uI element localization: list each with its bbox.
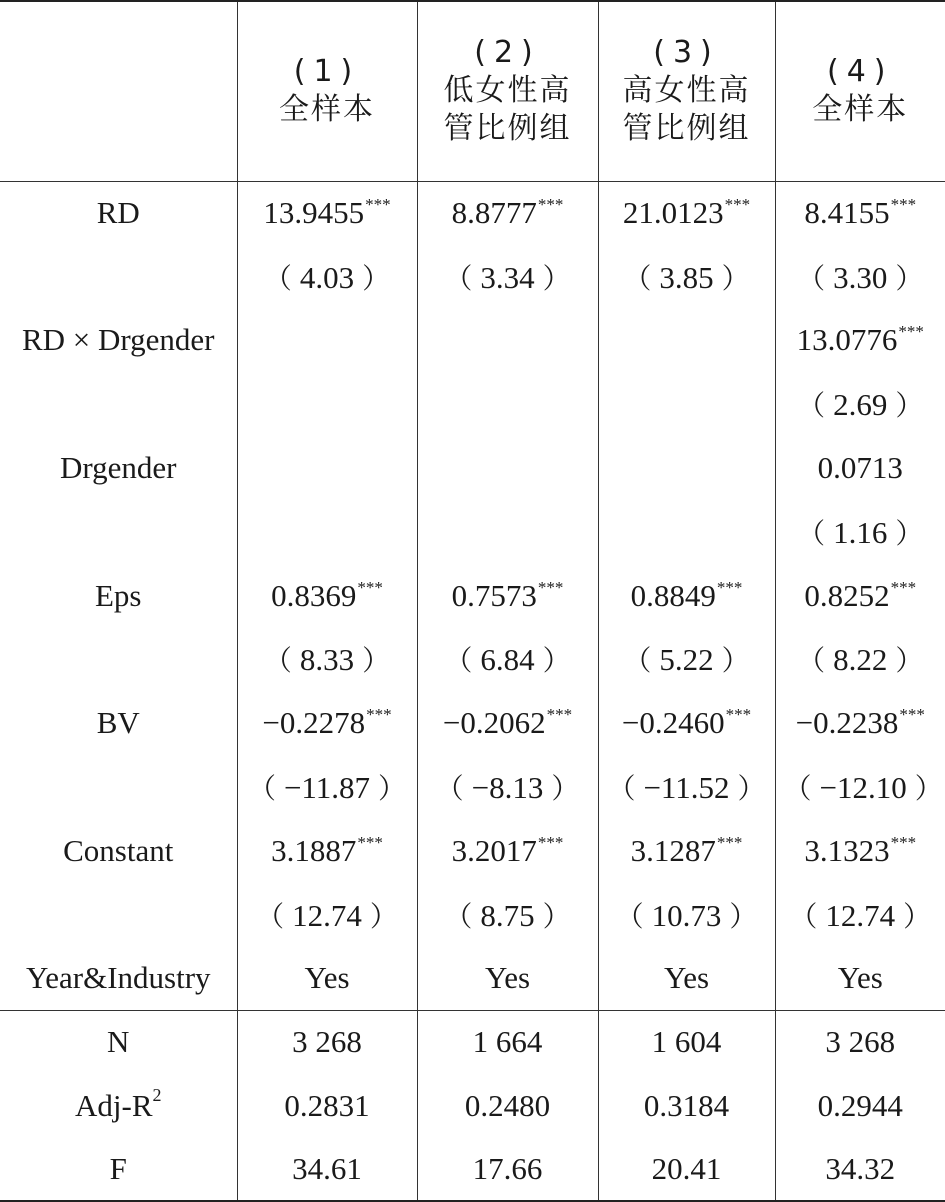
tstat-cell [775, 755, 945, 819]
coef-number: 3.2017 [452, 833, 537, 868]
row-label: Constant [0, 819, 237, 883]
tstat-value [789, 387, 931, 422]
significance-stars: *** [538, 578, 564, 597]
coef-cell [598, 819, 775, 883]
tstat-cell [237, 755, 417, 819]
close-paren: ） [354, 644, 398, 677]
open-paren: （ [436, 262, 480, 295]
significance-stars: *** [357, 833, 383, 852]
significance-stars: *** [357, 578, 383, 597]
header-col-3-number: (3) [599, 34, 775, 72]
close-paren: ） [370, 772, 414, 805]
significance-stars: *** [538, 195, 564, 214]
stat-label-text: Adj-R [75, 1088, 153, 1123]
tstat-cell [417, 500, 598, 564]
open-paren: （ [781, 900, 825, 933]
coef-row [0, 436, 945, 500]
stat-label-superscript: 2 [153, 1085, 162, 1105]
row-label: Drgender [0, 436, 237, 500]
tstat-cell [775, 628, 945, 692]
tstat-cell [237, 372, 417, 436]
stat-value: 17.66 [417, 1137, 598, 1201]
stat-value: 3 268 [237, 1010, 417, 1074]
coef-cell [417, 947, 598, 1011]
coef-number: 8.8777 [452, 195, 537, 230]
coef-cell [775, 436, 945, 500]
tstat-cell [417, 372, 598, 436]
tstat-value [240, 770, 414, 805]
header-col-3-title-line1: 高女性高 [599, 72, 775, 110]
header-stub [0, 1, 237, 181]
coef-number: 3.1887 [271, 833, 356, 868]
open-paren: （ [436, 644, 480, 677]
tstat-cell [417, 245, 598, 309]
coef-number: −0.2278 [262, 705, 365, 740]
significance-stars: *** [891, 578, 917, 597]
stat-label-text: N [107, 1024, 129, 1059]
tstat-value [248, 898, 406, 933]
close-paren: ） [362, 900, 406, 933]
coef-row [0, 691, 945, 755]
header-col-2-title-line2: 管比例组 [418, 110, 598, 148]
stat-value: 0.2831 [237, 1074, 417, 1138]
tstat-cell [237, 245, 417, 309]
open-paren: （ [256, 644, 300, 677]
close-paren: ） [730, 772, 774, 805]
significance-stars: *** [725, 195, 751, 214]
coef-cell [417, 309, 598, 373]
tstat-number: 8.75 [480, 898, 534, 933]
stat-value: 34.32 [775, 1137, 945, 1201]
stat-value: 1 604 [598, 1010, 775, 1074]
coef-cell [775, 309, 945, 373]
stat-row [0, 1010, 945, 1074]
tstat-cell [598, 883, 775, 947]
coef-number: 21.0123 [623, 195, 724, 230]
tstat-number: −12.10 [820, 770, 907, 805]
coef-cell [775, 947, 945, 1011]
tstat-number: −11.52 [643, 770, 729, 805]
coef-number: 0.8369 [271, 578, 356, 613]
coef-cell [775, 564, 945, 628]
significance-stars: *** [891, 195, 917, 214]
significance-stars: *** [366, 705, 392, 724]
coef-number: 0.7573 [452, 578, 537, 613]
tstat-cell [598, 628, 775, 692]
coef-cell [598, 691, 775, 755]
open-paren: （ [240, 772, 284, 805]
header-col-2 [417, 1, 598, 181]
coef-cell [237, 947, 417, 1011]
header-col-4-number: (4) [776, 53, 945, 91]
tstat-value [789, 642, 931, 677]
significance-stars: *** [891, 833, 917, 852]
row-label [0, 500, 237, 564]
tstat-cell [775, 500, 945, 564]
coef-cell [237, 691, 417, 755]
open-paren: （ [789, 262, 833, 295]
coef-cell [598, 564, 775, 628]
coef-number: 3.1323 [804, 833, 889, 868]
coef-number: 13.9455 [263, 195, 364, 230]
tstat-row [0, 883, 945, 947]
open-paren: （ [256, 262, 300, 295]
close-paren: ） [354, 262, 398, 295]
tstat-row [0, 500, 945, 564]
close-paren: ） [535, 644, 579, 677]
close-paren: ） [887, 389, 931, 422]
coef-cell [237, 564, 417, 628]
stat-label [0, 1074, 237, 1138]
coef-number: 0.8252 [804, 578, 889, 613]
coef-number: 8.4155 [804, 195, 889, 230]
tstat-value [436, 260, 578, 295]
close-paren: ） [721, 900, 765, 933]
close-paren: ） [887, 262, 931, 295]
open-paren: （ [776, 772, 820, 805]
row-label [0, 755, 237, 819]
coef-cell [417, 181, 598, 245]
row-label: RD × Drgender [0, 309, 237, 373]
close-paren: ） [887, 517, 931, 550]
header-col-2-number: (2) [418, 34, 598, 72]
close-paren: ） [907, 772, 945, 805]
open-paren: （ [789, 517, 833, 550]
tstat-cell [598, 500, 775, 564]
header-col-1-title: 全样本 [238, 91, 417, 129]
close-paren: ） [714, 644, 758, 677]
tstat-value [781, 898, 939, 933]
stat-value: 20.41 [598, 1137, 775, 1201]
coef-row [0, 564, 945, 628]
coef-cell [775, 181, 945, 245]
row-label: BV [0, 691, 237, 755]
tstat-value [256, 260, 398, 295]
header-col-3 [598, 1, 775, 181]
tstat-value [789, 515, 931, 550]
stat-value: 0.2944 [775, 1074, 945, 1138]
tstat-number: −8.13 [472, 770, 544, 805]
tstat-value [256, 642, 398, 677]
tstat-value [776, 770, 945, 805]
tstat-number: 8.33 [300, 642, 354, 677]
tstat-value [615, 642, 757, 677]
stat-row [0, 1074, 945, 1138]
close-paren: ） [543, 772, 587, 805]
stat-label [0, 1010, 237, 1074]
coef-number: Yes [304, 960, 349, 995]
tstat-value [608, 898, 766, 933]
open-paren: （ [615, 644, 659, 677]
tstat-value [615, 260, 757, 295]
coef-number: Yes [838, 960, 883, 995]
tstat-number: −11.87 [284, 770, 370, 805]
tstat-row [0, 755, 945, 819]
coef-cell [237, 436, 417, 500]
stat-value: 1 664 [417, 1010, 598, 1074]
header-col-1-number: (1) [238, 53, 417, 91]
significance-stars: *** [538, 833, 564, 852]
stat-label-text: F [110, 1151, 127, 1186]
open-paren: （ [599, 772, 643, 805]
tstat-cell [775, 245, 945, 309]
tstat-number: 3.85 [659, 260, 713, 295]
significance-stars: *** [365, 195, 391, 214]
tstat-number: 6.84 [480, 642, 534, 677]
tstat-cell [417, 628, 598, 692]
coef-cell [237, 309, 417, 373]
coef-number: −0.2460 [622, 705, 725, 740]
row-label: Year&Industry [0, 947, 237, 1011]
table-header-row [0, 1, 945, 181]
row-label [0, 245, 237, 309]
open-paren: （ [789, 389, 833, 422]
tstat-cell [598, 755, 775, 819]
tstat-cell [237, 883, 417, 947]
open-paren: （ [615, 262, 659, 295]
tstat-cell [237, 500, 417, 564]
tstat-number: 3.30 [833, 260, 887, 295]
coef-cell [775, 819, 945, 883]
open-paren: （ [428, 772, 472, 805]
tstat-cell [598, 245, 775, 309]
coef-number: Yes [485, 960, 530, 995]
tstat-number: 12.74 [825, 898, 895, 933]
coef-number: Yes [664, 960, 709, 995]
tstat-value [436, 898, 578, 933]
coef-row [0, 947, 945, 1011]
close-paren: ） [895, 900, 939, 933]
tstat-number: 10.73 [652, 898, 722, 933]
header-col-4-title: 全样本 [776, 91, 945, 129]
tstat-cell [775, 883, 945, 947]
coef-cell [598, 436, 775, 500]
header-col-4 [775, 1, 945, 181]
coef-cell [775, 691, 945, 755]
tstat-number: 4.03 [300, 260, 354, 295]
tstat-cell [598, 372, 775, 436]
tstat-number: 3.34 [480, 260, 534, 295]
open-paren: （ [248, 900, 292, 933]
significance-stars: *** [898, 322, 924, 341]
row-label: Eps [0, 564, 237, 628]
tstat-number: 5.22 [659, 642, 713, 677]
tstat-number: 2.69 [833, 387, 887, 422]
significance-stars: *** [726, 705, 752, 724]
tstat-number: 1.16 [833, 515, 887, 550]
significance-stars: *** [717, 578, 743, 597]
close-paren: ） [535, 900, 579, 933]
coef-cell [417, 436, 598, 500]
tstat-value [436, 642, 578, 677]
row-label: RD [0, 181, 237, 245]
coef-row [0, 819, 945, 883]
significance-stars: *** [547, 705, 573, 724]
significance-stars: *** [899, 705, 925, 724]
coef-cell [598, 309, 775, 373]
coef-row [0, 181, 945, 245]
tstat-cell [417, 883, 598, 947]
row-label [0, 628, 237, 692]
coef-cell [417, 691, 598, 755]
header-col-2-title-line1: 低女性高 [418, 72, 598, 110]
tstat-cell [775, 372, 945, 436]
coef-number: 3.1287 [631, 833, 716, 868]
row-label [0, 372, 237, 436]
stat-value: 3 268 [775, 1010, 945, 1074]
row-label [0, 883, 237, 947]
tstat-number: 8.22 [833, 642, 887, 677]
close-paren: ） [535, 262, 579, 295]
tstat-cell [237, 628, 417, 692]
coef-number: 13.0776 [797, 322, 898, 357]
open-paren: （ [608, 900, 652, 933]
significance-stars: *** [717, 833, 743, 852]
coef-cell [237, 819, 417, 883]
tstat-value [599, 770, 773, 805]
coef-cell [237, 181, 417, 245]
tstat-value [789, 260, 931, 295]
coef-number: 0.8849 [631, 578, 716, 613]
coef-number: 0.0713 [818, 450, 903, 485]
close-paren: ） [887, 644, 931, 677]
stat-value: 0.2480 [417, 1074, 598, 1138]
tstat-cell [417, 755, 598, 819]
coef-number: −0.2062 [443, 705, 546, 740]
stat-row [0, 1137, 945, 1201]
stat-value: 34.61 [237, 1137, 417, 1201]
stat-value: 0.3184 [598, 1074, 775, 1138]
tstat-row [0, 372, 945, 436]
header-col-1 [237, 1, 417, 181]
open-paren: （ [436, 900, 480, 933]
coef-cell [417, 564, 598, 628]
header-col-3-title-line2: 管比例组 [599, 110, 775, 148]
tstat-row [0, 245, 945, 309]
tstat-number: 12.74 [292, 898, 362, 933]
tstat-value [428, 770, 588, 805]
close-paren: ） [714, 262, 758, 295]
coef-number: −0.2238 [796, 705, 899, 740]
coef-cell [417, 819, 598, 883]
coef-cell [598, 181, 775, 245]
open-paren: （ [789, 644, 833, 677]
tstat-row [0, 628, 945, 692]
coef-row [0, 309, 945, 373]
coef-cell [598, 947, 775, 1011]
stat-label [0, 1137, 237, 1201]
